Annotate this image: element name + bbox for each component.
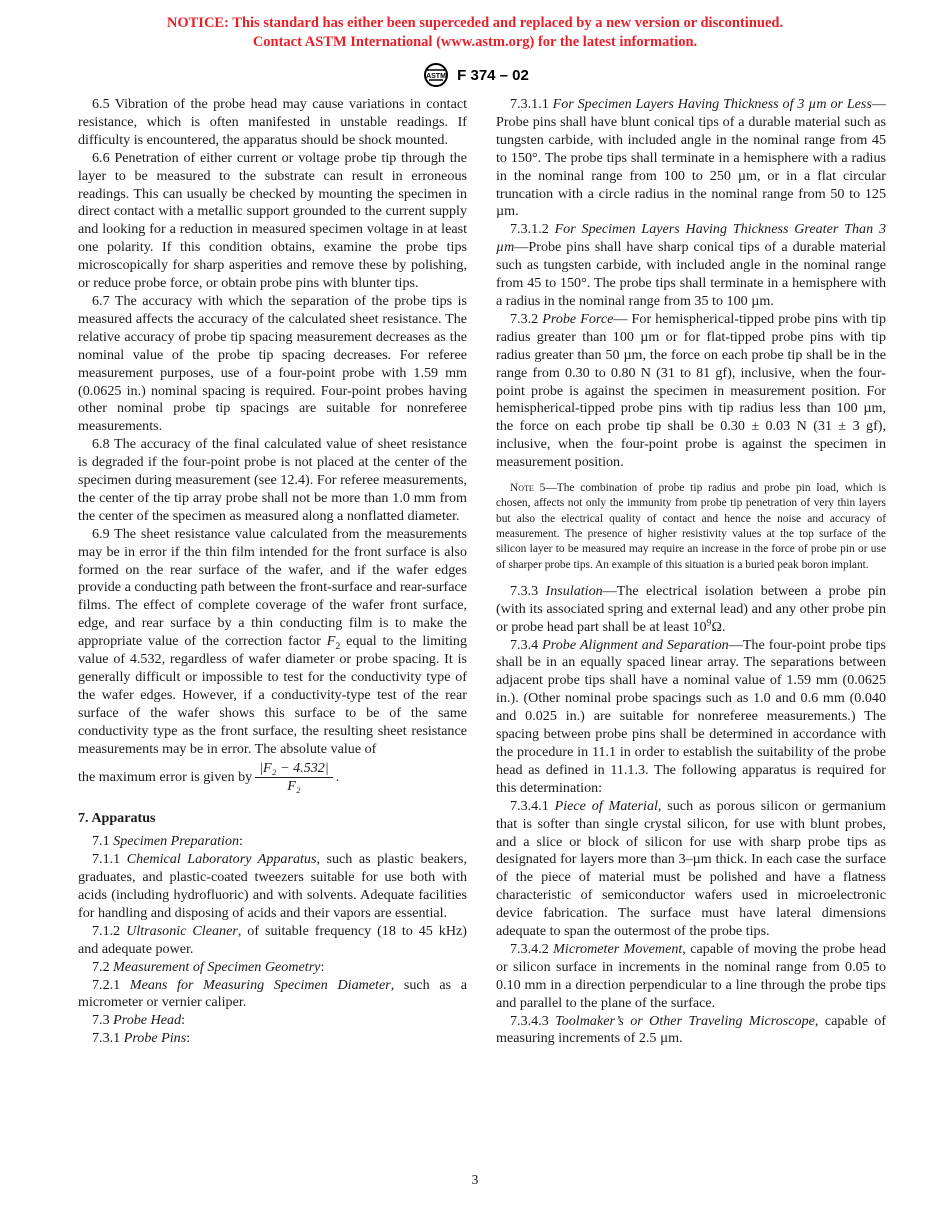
left-column bbox=[78, 96, 467, 1048]
paragraph-7-3-4-3: 7.3.4.3 Toolmaker’s or Other Traveling Microscope, capable of measuring increments of 2.5 µm. bbox=[496, 1012, 887, 1047]
paragraph-6-6: 6.6 Penetration of either current or voltage probe tip through the layer to be measured to the substrate can result in erroneous readings. This can usually be checked by mounting the specimen in direct contact with a metallic support grounded to the current supply and looking for a reduction in measured specimen voltage in at least one polarity. If this condition obtains, examine the probe tips microscopically for sharp asperities and remove these by polishing, or reduce probe force, or obtain probe pins with blunter tips. bbox=[78, 149, 467, 292]
formula-end: . bbox=[335, 768, 340, 785]
paragraph-7-1-2: 7.1.2 Ultrasonic Cleaner, of suitable frequency (18 to 45 kHz) and adequate power. bbox=[78, 922, 467, 957]
max-error-formula bbox=[78, 760, 467, 797]
paragraph-7-3-1-2: 7.3.1.2 For Specimen Layers Having Thickness Greater Than 3 µm—Probe pins shall have sharp conical tips of a durable material such as tungsten carbide, with included angle in the nominal range from 45 to 150°. The probe tips shall terminate in a hemisphere with a radius in the nominal range from 35 to 100 µm. bbox=[496, 221, 886, 309]
paragraph-7-1: 7.1 Specimen Preparation: bbox=[92, 833, 243, 850]
paragraph-7-1-1: 7.1.1 Chemical Laboratory Apparatus, such as plastic beakers, graduates, and plastic-coated tweezers suitable for use both with acids (including hydrofluoric) and with solvents. Adequate facilities for handling and disposing of acids and their vapors are essential. bbox=[78, 851, 468, 921]
note-5 bbox=[496, 481, 886, 573]
page-number: 3 bbox=[471, 1172, 479, 1187]
paragraph-7-3-2: 7.3.2 Probe Force— For hemispherical-tipped probe pins with tip radius greater than 100 µm or for flat-tipped probe pins with tip radius greater than 50 µm, the force on each probe tip shall be in the range from 0.30 to 0.80 N (31 to 81 gf), inclusive, when the four-point probe is against the specimen in measurement position. For hemispherical-tipped probe pins with tip radius less than 100 µm, the force on each probe tip shall be 0.30 ± 0.03 N (31 ± 3 gf), inclusive, when the four-point probe is against the specimen in measurement position. bbox=[496, 310, 886, 471]
note-5-text: —The combination of probe tip radius and probe pin load, which is chosen, affects not only the immunity from probe tip penetration of very thin layers but also the electrical quality of contact and hence the noise and accuracy of measurement. The presence of higher resistivity values at the top surface of the silicon layer to be measured may require an increase in the force of probe pin or use of sharper probe tips. An example of this situation is a buried peak boron implant. bbox=[496, 482, 886, 571]
paragraph-7-3-4-1: 7.3.4.1 Piece of Material, such as porous silicon or germanium that is softer than single crystal silicon, for use with blunt probes, and a slice or block of silicon for use with sharp probe tips as designated for layers more than 3–µm thick. In each case the surface of the piece of material must be polished and have a flatness characteristic of semiconductor wafers used in microelectronic device fabrication. The surface must have lateral dimensions adequate to span the outermost of the probe tips. bbox=[496, 797, 887, 940]
paragraph-6-7: 6.7 The accuracy with which the separation of the probe tips is measured affects the accuracy of the calculated sheet resistance. The relative accuracy of probe tip spacing measurement decreases as the nominal value of the probe tip spacing decreases. For referee measurement purposes, use of a four-point probe with 1.59 mm (0.0625 in.) nominal spacing is required. Four-point probes having other nominal probe tip spacings are suitable for nonreferee measurements. bbox=[78, 292, 467, 435]
paragraph-6-5: 6.5 Vibration of the probe head may cause variations in contact resistance, which is often manifested in unstable readings. If difficulty is encountered, the apparatus should be shock mounted. bbox=[78, 96, 467, 148]
paragraph-7-2-1: 7.2.1 Means for Measuring Specimen Diameter, such as a micrometer or vernier caliper. bbox=[78, 976, 467, 1011]
formula-numerator: |F₂ − 4.532| bbox=[255, 760, 333, 779]
paragraph-7-3: 7.3 Probe Head: bbox=[92, 1012, 186, 1029]
document-header bbox=[0, 62, 950, 88]
svg-text:ASTM: ASTM bbox=[426, 73, 447, 80]
formula-denominator: F₂ bbox=[287, 778, 301, 795]
paragraph-7-2: 7.2 Measurement of Specimen Geometry: bbox=[92, 958, 325, 975]
paragraph-7-3-1: 7.3.1 Probe Pins: bbox=[92, 1030, 191, 1047]
section-title-apparatus: 7. Apparatus bbox=[78, 810, 156, 827]
formula-fraction bbox=[255, 760, 333, 797]
paragraph-7-3-4: 7.3.4 Probe Alignment and Separation—The four-point probe tips shall be in an equally spaced linear array. The separations between adjacent probe tips shall have a nominal value of 1.59 mm (0.0625 in.). (Other nominal probe spacings such as 1.0 and 0.6 mm (0.040 and 0.025 in.) are suitable for nonreferee measurements.) The spacing between probe pins shall be determined in accordance with the procedure in 11.1 in order to establish the suitability of the probe head as defined in 11.1.3. The following apparatus is required for this determination: bbox=[496, 636, 886, 796]
standard-designation: F 374 – 02 bbox=[457, 66, 529, 84]
note-5-label: Note 5 bbox=[510, 482, 546, 495]
paragraph-7-3-1-1: 7.3.1.1 For Specimen Layers Having Thickness of 3 µm or Less—Probe pins shall have blunt conical tips of a durable material such as tungsten carbide, with included angle in the nominal range from 45 to 150°. The probe tips shall terminate in a hemisphere with a radius in the nominal range from 100 to 250 µm, or in a flat circular truncation with a circle radius in the nominal range from 50 to 125 µm. bbox=[496, 96, 886, 220]
formula-lead: the maximum error is given by bbox=[78, 768, 253, 785]
astm-logo-icon bbox=[421, 62, 451, 88]
notice-banner bbox=[0, 14, 950, 52]
paragraph-6-9: 6.9 The sheet resistance value calculated from the measurements may be in error if the thin film intended for the front surface is also formed on the rear surface of the wafer, and if the wafer edges provide a conducting path between the front-surface and rear-surface films. The effect of complete coverage of the wafer front surface, edge, and rear surface by a thin conducting film is to make the appropriate value of the correction factor $F_2$ equal to the limiting value of 4.532, regardless of wafer diameter or probe spacing. It is generally difficult or impossible to test for the conductivity type of the wafer edges. However, if a conductivity-type test of the rear surface of the wafer shows this surface to be of the same conductivity type as the front surface, the resulting sheet resistance measurements may be in error. The absolute value of bbox=[78, 525, 467, 757]
notice-line-1: NOTICE: This standard has either been superceded and replaced by a new version or discontinued. bbox=[166, 15, 784, 31]
paragraph-7-3-3: 7.3.3 Insulation—The electrical isolation between a probe pin (with its associated spring and external lead) and any other probe pin or probe head part shall be at least $10^9\Omega$. bbox=[496, 582, 886, 635]
right-column bbox=[496, 96, 886, 1048]
paragraph-6-8: 6.8 The accuracy of the final calculated value of sheet resistance is degraded if the four-point probe is not placed at the center of the specimen during measurement (see 12.4). For referee measurements, the center of the tip array probe shall not be more than 1.0 mm from the center of the specimen as measured along a nonflatted diameter. bbox=[78, 436, 467, 524]
notice-line-2: Contact ASTM International (www.astm.org) for the latest information. bbox=[252, 34, 698, 50]
paragraph-7-3-4-2: 7.3.4.2 Micrometer Movement, capable of moving the probe head or silicon surface in increments in the nominal range from 0.05 to 0.10 mm in a direction perpendicular to a line through the probe tips and parallel to the plane of the surface. bbox=[496, 940, 887, 1011]
